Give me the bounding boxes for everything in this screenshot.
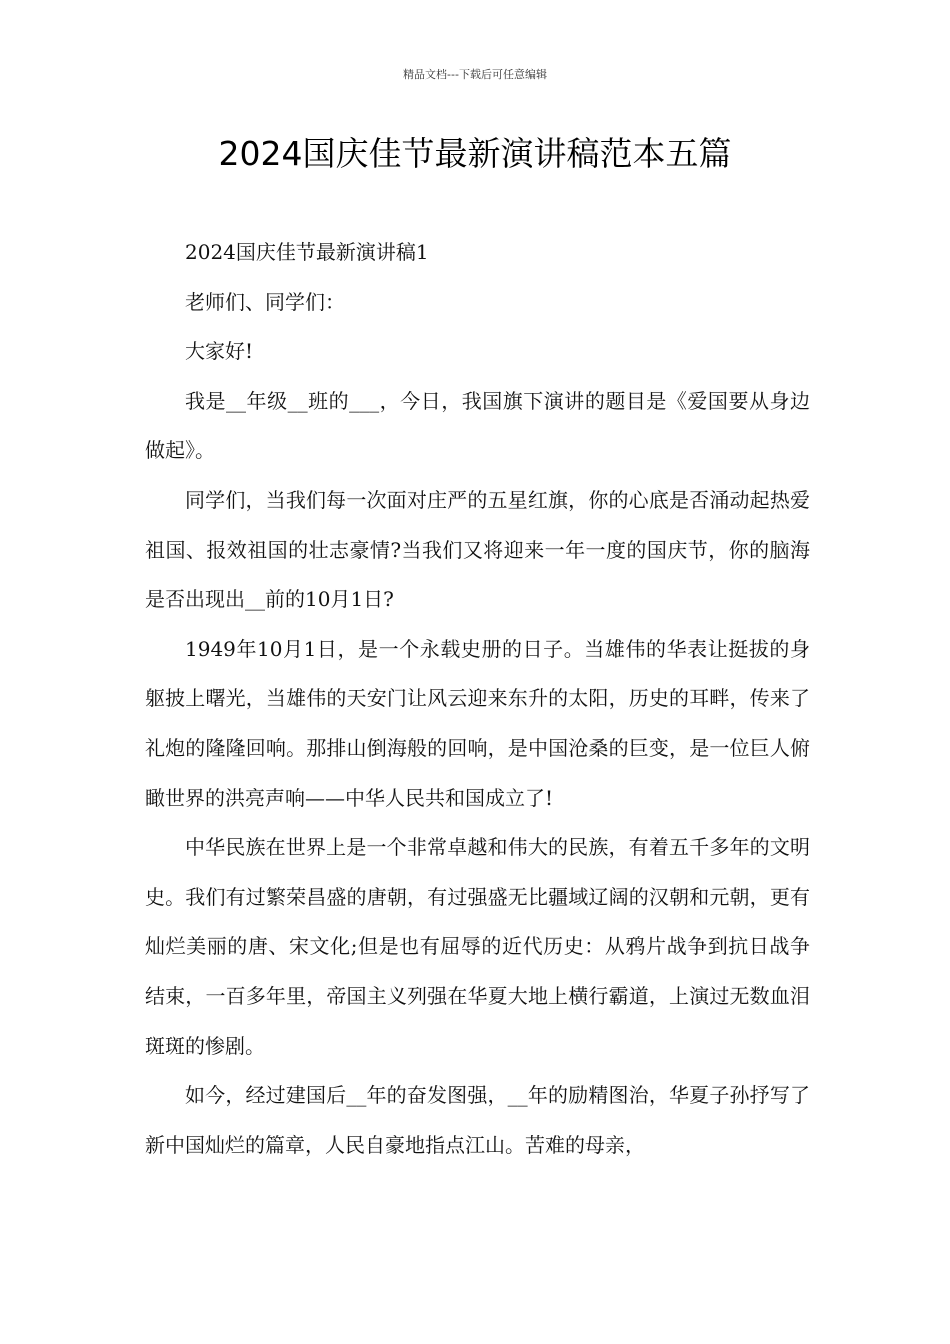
speech-heading: 2024国庆佳节最新演讲稿1 <box>185 240 429 264</box>
paragraph: 中华民族在世界上是一个非常卓越和伟大的民族，有着五千多年的文明史。我们有过繁荣昌盛的唐朝，有过强盛无比疆域辽阔的汉朝和元朝，更有灿烂美丽的唐、宋文化;但是也有屈辱的近代历史：从鸦片战争到抗日战争结束，一百多年里，帝国主义列强在华夏大地上横行霸道，上演过无数血泪斑斑的惨剧。 <box>145 835 810 1058</box>
paragraph: 如今，经过建国后__年的奋发图强，__年的励精图治，华夏子孙抒写了新中国灿烂的篇章，人民自豪地指点江山。苦难的母亲， <box>145 1083 810 1157</box>
header-note: 精品文档---下载后可任意编辑 <box>403 68 547 81</box>
paragraph: 1949年10月1日，是一个永载史册的日子。当雄伟的华表让挺拔的身躯披上曙光，当雄伟的天安门让风云迎来东升的太阳，历史的耳畔，传来了礼炮的隆隆回响。那排山倒海般的回响，是中国沧桑的巨变，是一位巨人俯瞰世界的洪亮声响——中华人民共和国成立了! <box>145 636 810 810</box>
salutation: 老师们、同学们： <box>185 289 345 314</box>
document-title: 2024国庆佳节最新演讲稿范本五篇 <box>218 134 732 173</box>
paragraph: 我是__年级__班的___，今日，我国旗下演讲的题目是《爱国要从身边做起》。 <box>145 388 810 463</box>
paragraph: 同学们，当我们每一次面对庄严的五星红旗，你的心底是否涌动起热爱祖国、报效祖国的壮志豪情?当我们又将迎来一年一度的国庆节，你的脑海是否出现出__前的10月1日? <box>145 487 810 612</box>
document-body <box>145 228 810 1170</box>
greeting: 大家好! <box>185 339 254 364</box>
